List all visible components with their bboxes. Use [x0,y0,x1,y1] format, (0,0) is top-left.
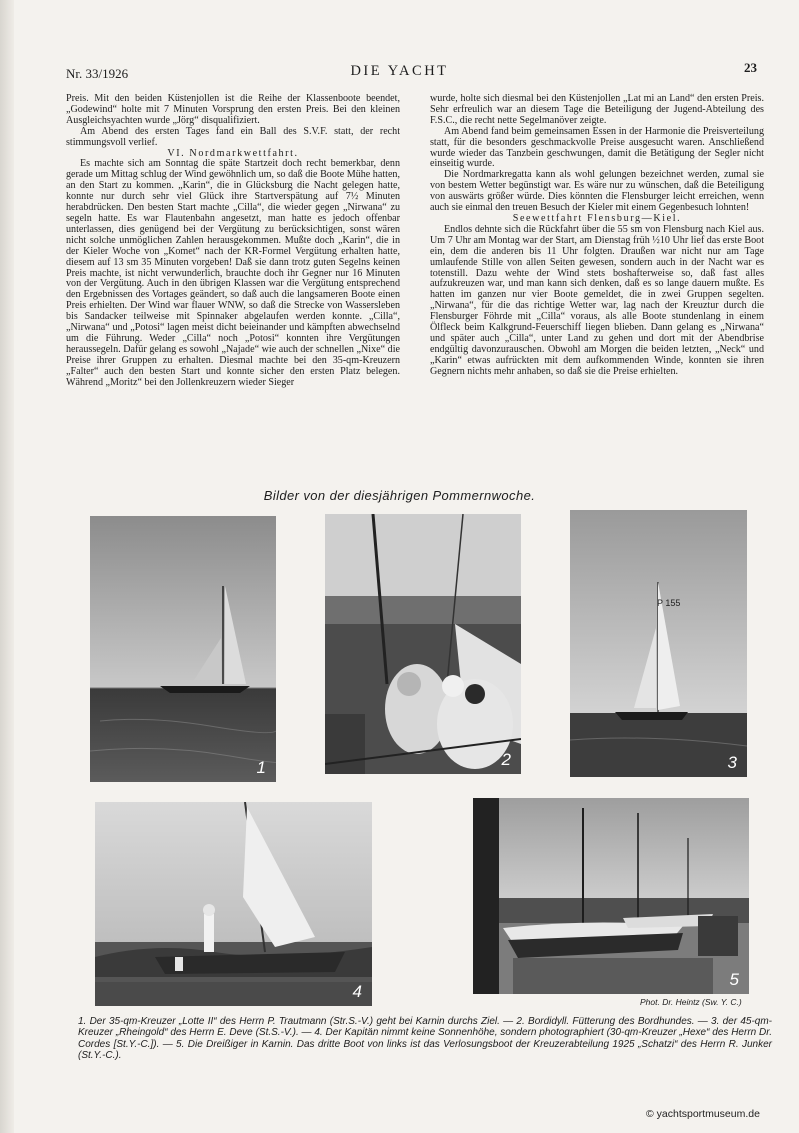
photo-number: 3 [727,753,737,772]
watermark: © yachtsportmuseum.de [646,1108,760,1120]
photo-1 [90,516,276,782]
issue-number: Nr. 33/1926 [66,66,129,81]
paragraph: Preis. Mit den beiden Küstenjollen ist die Reihe der Klassenboote beendet, „Godewind“ holte mit 7 Minuten Vorsprung den ersten Preis. Bei den kleinen Ausgleichsyachten wurde „Jörg“ disqualifiziert. [66,93,400,126]
paragraph: Endlos dehnte sich die Rückfahrt über die 55 sm von Flensburg nach Kiel aus. Um 7 Uhr am Montag war der Start, am Dienstag früh ½10 Uhr lief das erste Boot ein, dem die anderen bis 11 Uhr folgten. Draußen war nicht nur am Tage umlaufende Stille von allen Seiten gewesen, sondern auch in der Nacht war es totenstill. Dazu wehte der Wind stets boshafterweise so, daß fast alles aufzukreuzen war, und man kann sich denken, daß es so lange dauern mußte. Es hatten im ganzen nur vier Boote gemeldet, die in zwei Gruppen segelten. „Nirwana“, für die das richtige Wetter war, lag nach der Kreuztur durch die Flensburger Föhrde mit „Cilla“ voraus, als alle Boote stundenlang in einem Ölfleck beim Kalkgrund-Feuerschiff liegen blieben. Dann gelang es „Nirwana“ und später auch „Cilla“, unter Land zu gehen und dort mit der Abendbrise endgültig davonzurauschen. Obwohl am Morgen die beiden letzten, „Neck“ und „Karin“ etwas aufrückten mit dem aufkommenden Winde, konnten sie ihren Gegnern nichts mehr anhaben, so daß sie die Preise erhielten. [430,223,764,377]
page-number: 23 [744,60,757,75]
page-edge [0,0,14,1133]
sail-number: P 155 [657,598,681,608]
paragraph: wurde, holte sich diesmal bei den Küstenjollen „Lat mi an Land“ den ersten Preis. Sehr erfreulich war an diesem Tage die Beteiligung der Jugend-Abteilung des F.S.C., die recht nette Segelmanöver zeigte. [430,93,764,126]
photo-4 [95,802,372,1006]
paragraph: Am Abend des ersten Tages fand ein Ball des S.V.F. statt, der recht stimmungsvoll verlief. [66,125,400,148]
right-column [430,94,764,378]
left-column [66,94,400,388]
photo-caption: 1. Der 35-qm-Kreuzer „Lotte II“ des Herrn P. Trautmann (Str.S.-V.) geht bei Karnin durchs Ziel. — 2. Bordidyll. Fütterung des Bordhundes. — 3. der 45-qm-Kreuzer „Rheingold“ des Herrn E. Deve (St.S.-V.). — 4. Der Kapitän nimmt keine Sonnenhöhe, sondern photographiert (30-qm-Kreuzer „Hexe“ des Herrn Dr. Cordes [St.Y.-C.]). — 5. Die Dreißiger in Karnin. Das dritte Boot von links ist das Verlosungsboot der Kreuzerabteilung 1925 „Schatzi“ des Herrn R. Junker (St.Y.-C.). [78,1016,772,1061]
section-heading: VI. Nordmarkwettfahrt. [167,147,299,159]
photo-3 [570,510,747,777]
photo-number: 1 [256,758,266,777]
paragraph: Es machte sich am Sonntag die späte Startzeit doch recht bemerkbar, denn gerade um Mittag schlug der Wind gewöhnlich um, so daß die Boote Mühe hatten, an den Start zu kommen. „Karin“, die in Glücksburg die Nacht gelegen hatte, konnte nur durch sehr viel Glück ihre Startverspätung auf 7½ Minuten herabdrücken. Den besten Start machte „Cilla“, die wieder gegen „Nirwana“ zu segeln hatte. Es war Flautenbahn angesetzt, man hatte es jedoch offenbar unterlassen, dies genügend bei der Vergütung zu berücksichtigen, sonst wären nicht solche unmöglichen Zahlen herausgekommen. Mußte doch „Karin“, die in der Kieler Woche von „Komet“ nach der KR-Formel Vergütung erhalten hatte, diesem auf 13 sm 35 Minuten vorgeben! Daß sie dann trotz guten Segelns keinen Preis machte, ist nicht verwunderlich, brauchte doch ihr Gegner nur 16 Minuten von der Vergütung. Auch in den übrigen Klassen war die Vergütung entsprechend den Ergebnissen des Vortages geändert, so daß auch die langsameren Boote einen Preis erhielten. Der Wind war flauer WNW, so daß die Strecke von Wassersleben bis Sandacker teilweise mit Spinnaker abgelaufen werden konnte. „Cilla“, „Nirwana“ und „Potosi“ lagen meist dicht beieinander und kämpften abwechselnd um die Führung. Weder „Cilla“ noch „Potosi“ konnten ihre Vergütungen heraussegeln. Dafür gelang es sowohl „Najade“ wie auch der schnellen „Nixe“ die Preise ihrer Gruppen zu erhalten. Diesmal machte bei den 35-qm-Kreuzern „Falter“ auch den besten Start und konnte sicher den ersten Platz belegen. Während „Moritz“ bei den Jollenkreuzern wieder Sieger [66,158,400,388]
paragraph: Die Nordmarkregatta kann als wohl gelungen bezeichnet werden, zumal sie von bestem Wetter begünstigt war. Es wäre nur zu wünschen, daß die Beteiligung von auswärts größer würde. Dies könnten die Flensburger leicht erreichen, wenn auch sie einmal den treuen Besuch der Kieler mit einem Gegenbesuch lohnten! [430,169,764,214]
photo-number: 5 [729,970,739,989]
photo-number: 2 [501,750,511,769]
photo-2 [325,514,521,774]
photo-5 [473,798,749,994]
paragraph: Am Abend fand beim gemeinsamen Essen in der Harmonie die Preisverteilung statt, für die besonders geschmackvolle Preise ausgesucht waren. Anschließend wurde wieder das Tanzbein geschwungen, damit die Betätigung der Segler nicht einseitig wurde. [430,125,764,170]
photo-number: 4 [352,982,362,1001]
magazine-title: DIE YACHT [350,63,449,79]
photos-title: Bilder von der diesjährigen Pommernwoche. [263,488,536,503]
section-heading: Seewettfahrt Flensburg—Kiel. [512,212,682,224]
photo-credit: Phot. Dr. Heintz (Sw. Y. C.) [640,997,742,1007]
